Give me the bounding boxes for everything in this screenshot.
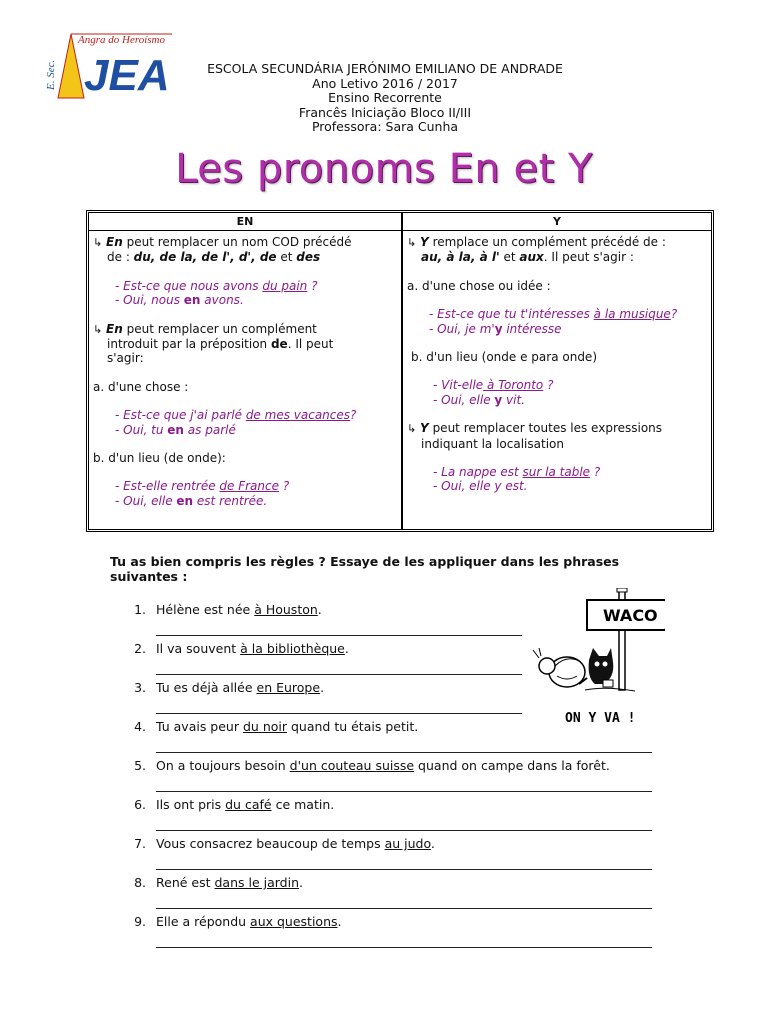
column-divider <box>401 213 403 529</box>
waco-sign-illustration <box>525 588 665 728</box>
answer-line[interactable] <box>156 908 652 909</box>
answer-line[interactable] <box>156 947 652 948</box>
illustration-caption: ON Y VA ! <box>565 711 636 726</box>
en-column: ↳ En peut remplacer un nom COD précédé de : du, de la, de l', d', de et des - Est-ce que nous avons du pain ? - Oui, nous en avons. ↳ En peut remplacer un complément introduit par la préposition de. Il peut s'agir: a. d'une chose : - Est-ce que j'ai parlé de mes vacances? - Oui, tu en as parlé b. d'un lieu (de onde): - Est-elle rentrée de France ? - Oui, elle en est rentrée. <box>93 235 397 508</box>
logo-top-text: Angra do Heroísmo <box>78 34 165 46</box>
answer-line[interactable] <box>156 713 522 714</box>
answer-line[interactable] <box>156 674 522 675</box>
logo-side-text: E. Sec. <box>45 59 57 90</box>
answer-line[interactable] <box>156 830 652 831</box>
rules-table <box>86 210 714 532</box>
school-year: Ano Letivo 2016 / 2017 <box>312 75 458 91</box>
logo-main-text: JEA <box>84 51 170 100</box>
course-type: Ensino Recorrente <box>328 90 442 106</box>
answer-line[interactable] <box>156 635 522 636</box>
school-header <box>130 62 640 135</box>
column-header-y: Y <box>553 215 561 228</box>
arrow-icon: ↳ <box>407 422 417 436</box>
arrow-icon: ↳ <box>93 236 103 249</box>
answer-line[interactable] <box>156 869 652 870</box>
course-name: Francês Iniciação Bloco II/III <box>298 104 472 120</box>
page-title: Les pronoms En et Y <box>175 146 593 192</box>
sign-text: WACO <box>603 606 658 625</box>
y-case-b: b. d'un lieu (onde e para onde) <box>411 350 597 365</box>
arrow-icon: ↳ <box>93 322 103 336</box>
y-case-a: a. d'une chose ou idée : <box>407 278 551 293</box>
teacher-name: Professora: Sara Cunha <box>311 119 459 135</box>
answer-line[interactable] <box>156 791 652 792</box>
en-case-a: a. d'une chose : <box>93 379 189 394</box>
en-case-b: b. d'un lieu (de onde): <box>93 451 226 466</box>
y-column: ↳ Y remplace un complément précédé de : au, à la, à l' et aux. Il peut s'agir : a. d'une chose ou idée : - Est-ce que tu t'intéresses à la musique? - Oui, je m'y intéresse b. d'un lieu (onde e para onde) - Vit-elle à Toronto ? - Oui, elle y vit. ↳ Y peut remplacer toutes les expressions indiquant la localisation - La nappe est sur la table ? - Oui, elle y est. <box>407 235 711 494</box>
answer-line[interactable] <box>156 752 652 753</box>
column-header-en: EN <box>236 215 254 228</box>
school-name: ESCOLA SECUNDÁRIA JERÓNIMO EMILIANO DE ANDRADE <box>207 61 563 76</box>
arrow-icon: ↳ <box>407 236 417 249</box>
exercise-instructions: Tu as bien compris les règles ? Essaye de les appliquer dans les phrases suivantes : <box>110 554 620 584</box>
header-divider <box>89 230 711 231</box>
